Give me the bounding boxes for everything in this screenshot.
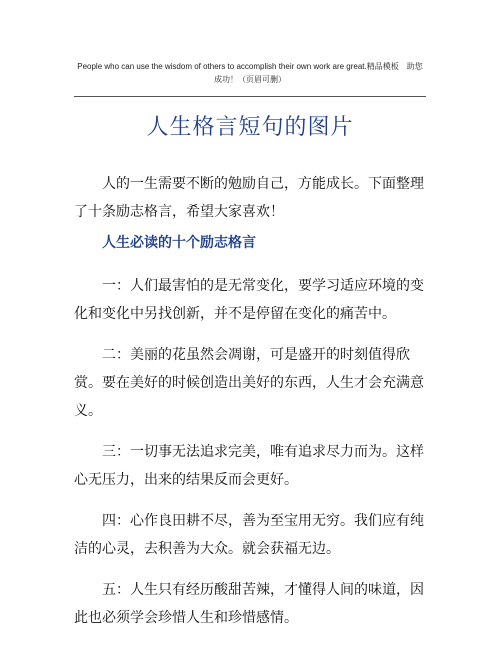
section-heading: 人生必读的十个励志格言 [102,235,256,251]
motto-item-3: 三：一切事无法追求完美，唯有追求尽力而为。这样心无压力，出来的结果反而会更好。 [74,444,424,488]
motto-item-5: 五：人生只有经历酸甜苦辣，才懂得人间的味道，因此也必须学会珍惜人生和珍惜感情。 [74,582,424,626]
document-title: 人生格言短句的图片 [146,115,354,140]
motto-item-2: 二：美丽的花虽然会凋谢，可是盛开的时刻值得欣赏。要在美好的时候创造出美好的东西，人生才会充满意义。 [74,347,424,419]
document-body [74,170,424,645]
motto-item-1: 一：人们最害怕的是无常变化，要学习适应环境的变化和变化中另找创新，并不是停留在变化的痛苦中。 [74,278,424,322]
header-divider [74,96,426,97]
intro-paragraph: 人的一生需要不断的勉励自己，方能成长。下面整理了十条励志格言，希望大家喜欢！ [74,176,424,220]
page-header: People who can use the wisdom of others to accomplish their own work are great.精品模板 助您成功！（页眉可删） [77,62,423,84]
motto-item-4: 四：心作良田耕不尽，善为至宝用无穷。我们应有纯洁的心灵，去积善为大众。就会获福无边。 [74,513,424,557]
